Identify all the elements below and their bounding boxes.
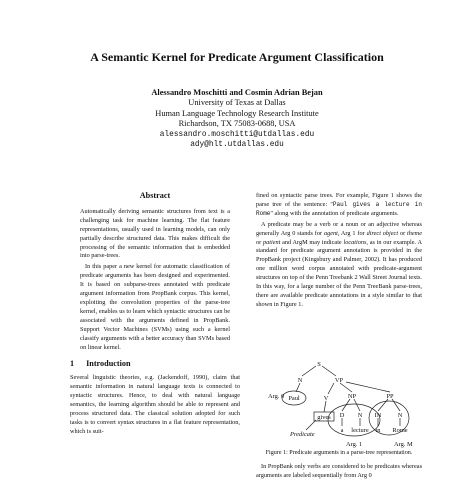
term-patient: patient xyxy=(262,238,281,246)
email-1: alessandro.moschitti@utdallas.edu xyxy=(159,130,315,139)
tree-node: VP xyxy=(334,377,344,384)
arg1-label: Arg. 1 xyxy=(346,441,363,448)
tree-node: in xyxy=(375,427,381,434)
tree-node: S xyxy=(317,361,321,368)
tree-edge xyxy=(324,401,326,412)
tree-node: N xyxy=(297,377,303,384)
text-run: , Arg 1 for xyxy=(337,229,367,237)
tree-node: Rome xyxy=(392,427,408,434)
email-2: ady@hlt.utdallas.edu xyxy=(190,141,284,150)
tree-node: Paul xyxy=(288,395,300,402)
section-number: 1 xyxy=(70,359,75,369)
abstract-heading: Abstract xyxy=(139,191,171,200)
section-heading-introduction xyxy=(70,360,240,369)
tree-node: lecture xyxy=(351,427,369,434)
abstract-paragraph-2: In this paper a new kernel for automatic classification of predicate arguments has been designed and experimented. It is based on subparse-trees annotated with predicate argument information from PropBank corpus. This kernel, exploiting the convolution properties of the parse-tree kernel, enables us to learn which syntactic structures can be associated with the arguments defined in PropBank. Support Vector Machines (SVMs) using such a kernel classify arguments with a better accuracy than SVMs based on linear kernel. xyxy=(80,263,230,351)
example-sentence: Paul gives a lecture in Rome xyxy=(256,200,422,217)
intro-paragraph-1: Several linguistic theories, e.g. (Jackendoff, 1990), claim that semantic information in natural language texts is connected to syntactic structures. Hence, to deal with natural language semantics, the learning algorithm should be able to represent and process structured data. The classical solution adopted for such tasks is to convert syntax structures in a flat feature representation, which is suit- xyxy=(70,374,240,435)
text-run: or xyxy=(398,229,408,237)
abstract-paragraph-1: Automatically deriving semantic structures from text is a challenging task for machine learning. The flat feature representations, usually used in learning models, can only partially describe structured data. This makes difficult the processing of the semantic information that is embedded into parse-trees. xyxy=(80,207,230,260)
tree-edge xyxy=(392,399,400,411)
right-column xyxy=(256,192,422,312)
figure-caption: Figure 1: Predicate arguments in a parse-tree representation. xyxy=(265,450,413,456)
tree-edge xyxy=(340,383,352,392)
tree-edge xyxy=(346,382,390,392)
text-run: A predicate may be a verb or a noun or an adjective whereas generally Arg 0 stands for xyxy=(256,220,422,237)
tree-edge xyxy=(296,383,300,392)
right-paragraph-2 xyxy=(256,221,422,310)
author-block xyxy=(0,88,474,150)
introduction xyxy=(70,374,240,436)
right-paragraph-1 xyxy=(256,192,422,219)
predicate-pointer xyxy=(306,420,316,430)
author-names: Alessandro Moschitti and Cosmin Adrian Bejan xyxy=(151,88,323,97)
predicate-label: Predicate xyxy=(290,431,315,438)
address: Richardson, TX 75083-0688, USA xyxy=(178,119,296,129)
tree-node: PP xyxy=(386,393,394,400)
abstract xyxy=(80,208,230,353)
institute: Human Language Technology Research Institute xyxy=(155,108,319,118)
arg0-label: Arg. 0 xyxy=(268,393,285,400)
text-run: " along with the annotation of predicate arguments. xyxy=(270,209,399,217)
tree-node: a xyxy=(340,427,344,434)
paper-title: A Semantic Kernel for Predicate Argument Classification xyxy=(90,50,384,64)
tree-edge xyxy=(302,366,316,376)
left-column xyxy=(70,192,240,437)
tree-node: V xyxy=(323,395,329,402)
argm-label: Arg. M xyxy=(394,441,413,448)
text-run: or xyxy=(256,238,263,246)
figure-1-parse-tree xyxy=(262,360,422,452)
tree-edge xyxy=(322,366,336,376)
affiliation: University of Texas at Dallas xyxy=(188,98,286,108)
tree-node: IN xyxy=(374,412,382,419)
tree-node: NP xyxy=(347,393,357,400)
text-run: , as in our example. A standard for predicate argument annotation is provided in the PropBank project (Kingsbury and Palmer, 2002). It has produced one million word corpus annotated with predicate-argument structures on top of the Penn Treebank 2 Wall Street Journal texts. In this way, for a large number of the Penn TreeBank parse-trees, there are available predicate annotations in a style similar to that shown in Figure 1. xyxy=(256,238,422,308)
tree-node: D xyxy=(339,412,345,419)
tree-edge xyxy=(328,383,334,394)
right-paragraph-3: In PropBank only verbs are considered to be predicates whereas arguments are labeled sequentially from Arg 0 xyxy=(256,463,422,479)
tree-node: gives xyxy=(317,414,331,421)
tree-node: N xyxy=(357,412,363,419)
text-run: and ArgM may indicate xyxy=(280,238,344,246)
tree-edge xyxy=(354,399,360,411)
section-title: Introduction xyxy=(86,359,131,369)
term-locations: locations xyxy=(343,238,367,246)
term-agent: agent xyxy=(323,229,338,237)
tree-node: N xyxy=(397,412,403,419)
term-direct-object: direct object xyxy=(366,229,399,237)
term-theme: theme xyxy=(407,229,422,237)
text-run: fined on syntactic parse trees. For example, Figure 1 shows the parse tree of the sentence: " xyxy=(256,192,422,208)
